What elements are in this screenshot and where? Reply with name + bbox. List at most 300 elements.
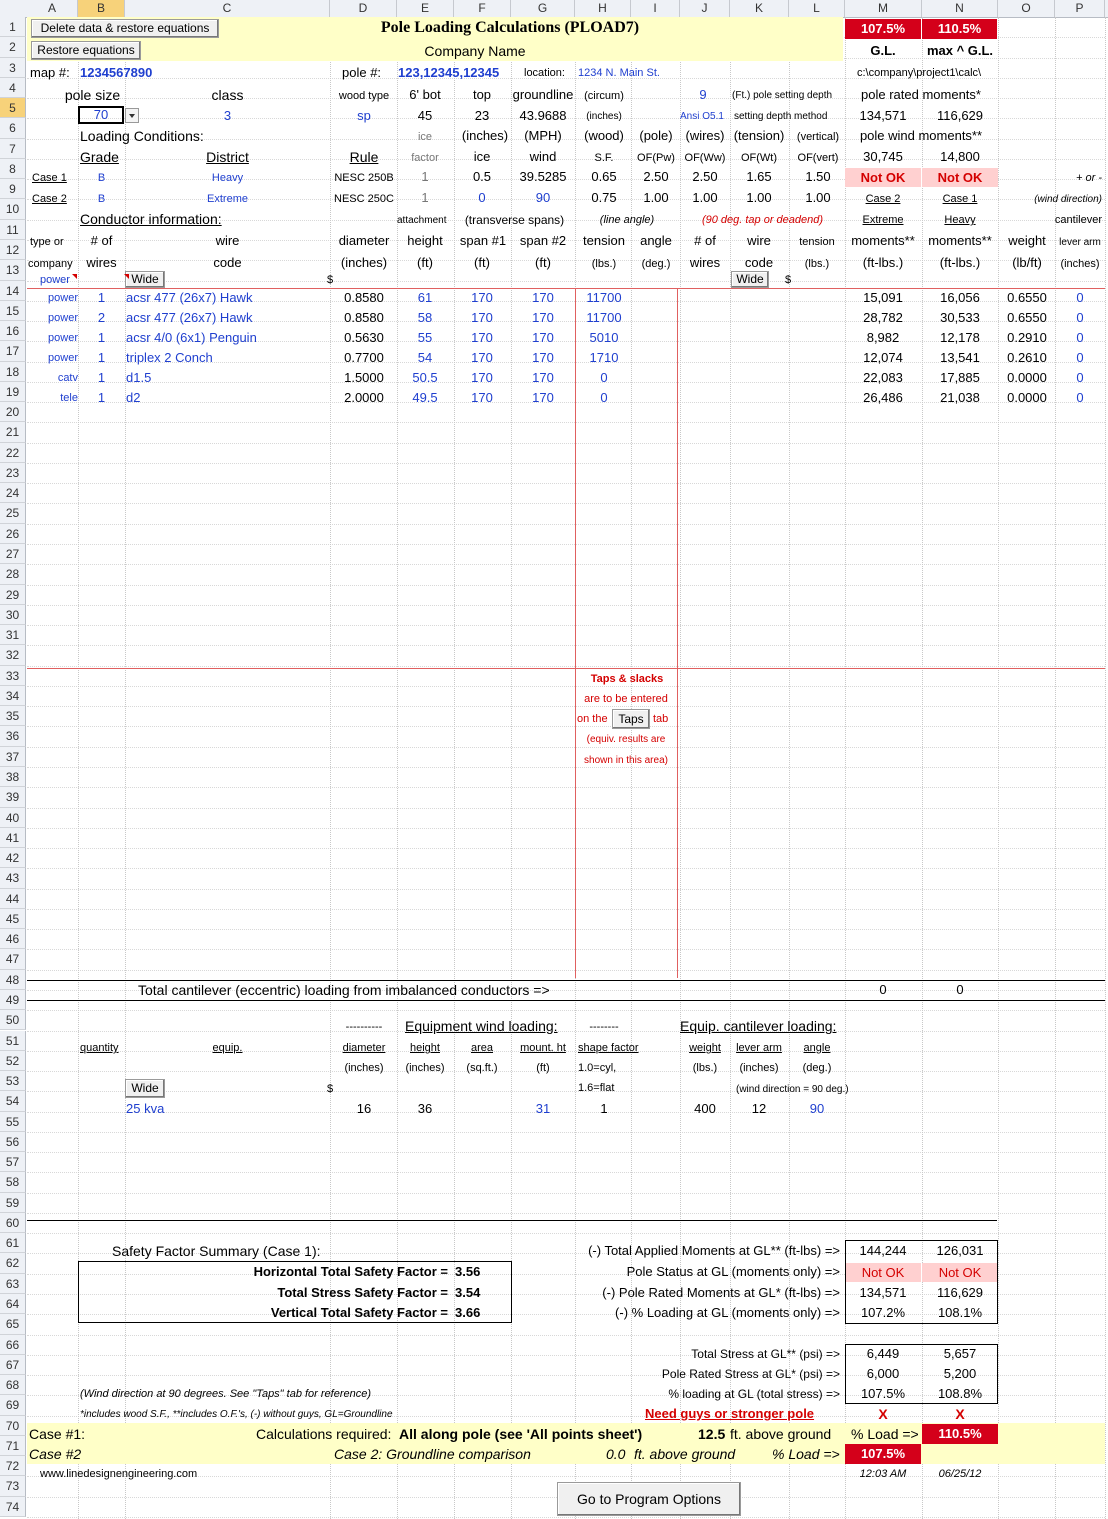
moments-unit-n: (ft-lbs.) [939, 255, 981, 270]
tsf-value: 3.54 [455, 1285, 481, 1300]
results-value-n: 126,031 [936, 1243, 984, 1258]
moments-header-n: moments** [928, 233, 992, 248]
row-header-16[interactable]: 16 [0, 321, 26, 341]
wind-moment-m: 30,745 [863, 149, 903, 164]
row-header-45[interactable]: 45 [0, 909, 26, 929]
weight-unit: (lb/ft) [1012, 255, 1042, 270]
case-1-ofwt: 1.65 [746, 169, 772, 184]
ofww-header: OF(Ww) [684, 152, 726, 164]
row-header-11[interactable]: 11 [0, 220, 26, 240]
row-header-70[interactable]: 70 [0, 1416, 26, 1436]
conductor-lever[interactable]: 0 [1076, 390, 1084, 405]
row-header-26[interactable]: 26 [0, 524, 26, 544]
conductor-s2[interactable]: 170 [532, 330, 554, 345]
conductor-s1[interactable]: 170 [471, 290, 493, 305]
tap-wide-button[interactable]: Wide [731, 271, 769, 288]
grid-row-line [27, 422, 1105, 423]
column-header-c[interactable]: C [125, 0, 330, 17]
row-header-68[interactable]: 68 [0, 1375, 26, 1395]
red-separator-bottom [27, 668, 1105, 669]
case-2-grade[interactable]: B [97, 193, 106, 205]
quantity-header: quantity [80, 1042, 119, 1054]
angle-unit: (deg.) [641, 258, 671, 270]
case-2-ofww: 1.00 [692, 190, 718, 205]
class-value[interactable]: 3 [223, 108, 232, 123]
row-header-27[interactable]: 27 [0, 544, 26, 564]
row-header-49[interactable]: 49 [0, 990, 26, 1010]
conductor-wt: 0.2910 [1007, 330, 1047, 345]
row-header-43[interactable]: 43 [0, 868, 26, 888]
go-to-program-options-button[interactable]: Go to Program Options [557, 1482, 741, 1516]
delete-restore-button[interactable]: Delete data & restore equations [31, 19, 219, 38]
location-value[interactable]: 1234 N. Main St. [578, 67, 660, 79]
conductor-dia: 2.0000 [344, 390, 384, 405]
wind-direction-note: (Wind direction at 90 degrees. See "Taps" tab for reference) [80, 1388, 372, 1400]
conductor-code[interactable]: acsr 477 (26x7) Hawk [126, 290, 253, 305]
conductor-ten[interactable]: 1710 [589, 350, 619, 365]
conductor-wt: 0.0000 [1007, 390, 1047, 405]
row-header-55[interactable]: 55 [0, 1112, 26, 1132]
red-separator-top [27, 288, 1105, 289]
row-13-type[interactable]: power [40, 274, 70, 286]
row-header-62[interactable]: 62 [0, 1253, 26, 1273]
row-header-34[interactable]: 34 [0, 686, 26, 706]
conductor-type[interactable]: power [48, 312, 78, 324]
row-header-12[interactable]: 12 [0, 240, 26, 260]
conductor-s2[interactable]: 170 [532, 310, 554, 325]
conductor-code[interactable]: acsr 4/0 (6x1) Penguin [126, 330, 257, 345]
case-2-ofvert: 1.00 [805, 190, 831, 205]
tap-tension-header: tension [799, 236, 835, 248]
restore-equations-button[interactable]: Restore equations [31, 41, 141, 60]
column-header-n[interactable]: N [922, 0, 998, 17]
row-header-15[interactable]: 15 [0, 301, 26, 321]
bot-value: 45 [417, 108, 433, 123]
column-header-a[interactable]: A [27, 0, 78, 17]
conductor-n[interactable]: 1 [97, 350, 106, 365]
conductor-s1[interactable]: 170 [471, 370, 493, 385]
row-header-7[interactable]: 7 [0, 139, 26, 159]
top-header: top [472, 87, 492, 102]
sf-header: S.F. [594, 152, 614, 164]
row-header-18[interactable]: 18 [0, 362, 26, 382]
grid-row-line [27, 544, 1105, 545]
equip-name[interactable]: 25 kva [126, 1101, 165, 1116]
row-header-2[interactable]: 2 [0, 37, 26, 57]
row-header-37[interactable]: 37 [0, 747, 26, 767]
red-vline-1 [575, 288, 576, 978]
case-1-status-n: Not OK [922, 168, 998, 187]
gl-label: G.L. [870, 43, 896, 58]
row-header-35[interactable]: 35 [0, 706, 26, 726]
row-header-22[interactable]: 22 [0, 443, 26, 463]
span-2-unit: (ft) [535, 255, 551, 270]
moments-header-m: moments** [851, 233, 915, 248]
row-header-66[interactable]: 66 [0, 1335, 26, 1355]
span-1-unit: (ft) [474, 255, 490, 270]
loading-conditions-label: Loading Conditions: [80, 128, 204, 144]
row-header-5[interactable]: 5 [0, 98, 26, 118]
row-header-1[interactable]: 1 [0, 17, 26, 37]
span-2-header: span #2 [519, 233, 567, 248]
row-header-46[interactable]: 46 [0, 929, 26, 949]
row-header-10[interactable]: 10 [0, 199, 26, 219]
grid-row-line [27, 828, 1105, 829]
conductor-n[interactable]: 1 [97, 330, 106, 345]
height-unit: (ft) [417, 255, 433, 270]
row-header-59[interactable]: 59 [0, 1193, 26, 1213]
conductor-s1[interactable]: 170 [471, 310, 493, 325]
row-header-60[interactable]: 60 [0, 1213, 26, 1233]
setting-depth-value[interactable]: 9 [699, 87, 707, 102]
map-value[interactable]: 1234567890 [80, 65, 153, 80]
row-header-47[interactable]: 47 [0, 949, 26, 969]
case-1-label[interactable]: Case 1 [32, 172, 67, 184]
column-header-h[interactable]: H [575, 0, 631, 17]
column-header-p[interactable]: P [1055, 0, 1105, 17]
district-header: District [206, 149, 249, 165]
row-header-41[interactable]: 41 [0, 828, 26, 848]
grid-row-line [27, 909, 1105, 910]
conductor-code[interactable]: acsr 477 (26x7) Hawk [126, 310, 253, 325]
row-header-51[interactable]: 51 [0, 1031, 26, 1051]
column-header-m[interactable]: M [845, 0, 922, 17]
time-stamp: 12:03 AM [859, 1468, 907, 1480]
conductor-ht[interactable]: 54 [417, 350, 433, 365]
equip-lever-header: lever arm [736, 1042, 782, 1054]
pole-size-cell[interactable] [78, 106, 124, 124]
row-header-38[interactable]: 38 [0, 767, 26, 787]
tap-tension-unit: (lbs.) [804, 258, 830, 270]
ansi-value[interactable]: Ansi O5.1 [680, 111, 724, 122]
case-1-sf: 0.65 [591, 169, 617, 184]
conductor-ht[interactable]: 49.5 [412, 390, 438, 405]
case-1-link[interactable]: Case 1 [942, 193, 978, 205]
row-header-58[interactable]: 58 [0, 1172, 26, 1192]
row-header-64[interactable]: 64 [0, 1294, 26, 1314]
conductor-ten[interactable]: 11700 [586, 290, 622, 305]
results-label: (-) Pole Rated Moments at GL* (ft-lbs) => [602, 1285, 840, 1300]
equip-angle-unit: (deg.) [802, 1062, 832, 1074]
results-value-n: 116,629 [936, 1285, 984, 1300]
taps-note-line-1: Taps & slacks [590, 673, 664, 685]
equip-diameter: 16 [356, 1101, 372, 1116]
row-header-30[interactable]: 30 [0, 605, 26, 625]
htsf-label: Horizontal Total Safety Factor = [253, 1264, 448, 1279]
conductor-n[interactable]: 2 [97, 310, 106, 325]
case-2-ofpw: 1.00 [643, 190, 669, 205]
taps-note-line-2: are to be entered [584, 693, 668, 705]
equip-lever-unit: (inches) [739, 1062, 779, 1074]
conductor-type[interactable]: power [48, 332, 78, 344]
row-header-31[interactable]: 31 [0, 625, 26, 645]
column-header-b[interactable]: B [78, 0, 125, 17]
column-header-l[interactable]: L [789, 0, 845, 17]
equip-angle[interactable]: 90 [809, 1101, 825, 1116]
row-header-40[interactable]: 40 [0, 808, 26, 828]
conductor-lever[interactable]: 0 [1076, 330, 1084, 345]
conductor-type[interactable]: catv [57, 372, 78, 384]
transverse-spans-label: (transverse spans) [464, 213, 565, 227]
grid-row-line [27, 1172, 1105, 1173]
case-2-height: 0.0 [606, 1446, 626, 1462]
results-label: (-) % Loading at GL (moments only) => [615, 1305, 840, 1320]
type-or-header: type or [30, 236, 64, 248]
conductor-n[interactable]: 1 [97, 370, 106, 385]
plus-minus-label: + or - [1076, 172, 1102, 184]
column-header-d[interactable]: D [330, 0, 397, 17]
footnote: *includes wood S.F., **includes O.F.'s, (-) without guys, GL=Groundline [80, 1409, 393, 1420]
stress-value-n: 108.8% [937, 1386, 983, 1401]
location-label: location: [524, 67, 565, 79]
case-2-link[interactable]: Case 2 [865, 193, 901, 205]
row-header-57[interactable]: 57 [0, 1152, 26, 1172]
conductor-lever[interactable]: 0 [1076, 290, 1084, 305]
column-header-g[interactable]: G [511, 0, 575, 17]
row-header-63[interactable]: 63 [0, 1274, 26, 1294]
wind-header: wind [529, 149, 557, 164]
conductor-type[interactable]: power [48, 352, 78, 364]
conductor-n[interactable]: 1 [97, 290, 106, 305]
column-header-j[interactable]: J [680, 0, 730, 17]
shape-factor-header: shape factor [578, 1042, 639, 1054]
row-header-33[interactable]: 33 [0, 666, 26, 686]
conductor-n[interactable]: 1 [97, 390, 106, 405]
row-header-24[interactable]: 24 [0, 483, 26, 503]
grade-header: Grade [80, 149, 119, 165]
row-header-39[interactable]: 39 [0, 787, 26, 807]
conductor-m: 8,982 [866, 330, 900, 345]
grid-row-line [27, 483, 1105, 484]
row-header-42[interactable]: 42 [0, 848, 26, 868]
conductor-ht[interactable]: 61 [417, 290, 433, 305]
row-header-20[interactable]: 20 [0, 402, 26, 422]
case-1-grade[interactable]: B [97, 172, 106, 184]
row-header-13[interactable]: 13 [0, 260, 26, 280]
grid-row-line [27, 281, 1105, 282]
column-header-i[interactable]: I [631, 0, 680, 17]
row-header-25[interactable]: 25 [0, 503, 26, 523]
row-header-48[interactable]: 48 [0, 970, 26, 990]
conductor-code[interactable]: triplex 2 Conch [126, 350, 213, 365]
conductor-wt: 0.0000 [1007, 370, 1047, 385]
case-2-comparison: Case 2: Groundline comparison [334, 1446, 531, 1462]
case-1-district[interactable]: Heavy [211, 172, 244, 184]
conductor-mn: 16,056 [940, 290, 980, 305]
conductor-lever[interactable]: 0 [1076, 350, 1084, 365]
conductor-lever[interactable]: 0 [1076, 310, 1084, 325]
equip-cantilever-header: Equip. cantilever loading: [680, 1018, 837, 1034]
status-x-m: X [878, 1406, 888, 1422]
grid-row-line [27, 605, 1105, 606]
red-vline-2 [677, 288, 678, 978]
summary-border-top [27, 1220, 997, 1221]
row-header-4[interactable]: 4 [0, 78, 26, 98]
row-header-17[interactable]: 17 [0, 341, 26, 361]
row-header-65[interactable]: 65 [0, 1314, 26, 1334]
row-header-8[interactable]: 8 [0, 159, 26, 179]
conductor-s1[interactable]: 170 [471, 350, 493, 365]
conductor-ten[interactable]: 0 [600, 370, 608, 385]
rated-moment-m: 134,571 [859, 108, 907, 123]
pole-label: pole #: [342, 65, 382, 80]
case-2-footer: Case #2 [29, 1446, 82, 1462]
company-header: company [28, 258, 73, 270]
dash-2: -------- [589, 1021, 619, 1033]
conductor-dia: 0.8580 [344, 310, 384, 325]
conductor-s2[interactable]: 170 [532, 350, 554, 365]
row-48-border-bottom [27, 1000, 1105, 1001]
row-header-19[interactable]: 19 [0, 382, 26, 402]
row-header-54[interactable]: 54 [0, 1091, 26, 1111]
num-of-header: # of [90, 233, 113, 248]
row-header-29[interactable]: 29 [0, 585, 26, 605]
conductor-s1[interactable]: 170 [471, 330, 493, 345]
conductor-ten[interactable]: 11700 [586, 310, 622, 325]
conductor-s2[interactable]: 170 [532, 390, 554, 405]
wind-moment-n: 14,800 [940, 149, 980, 164]
column-header-e[interactable]: E [397, 0, 454, 17]
taps-note-line-4: (equiv. results are [586, 734, 666, 745]
conductor-ht[interactable]: 58 [417, 310, 433, 325]
ice-label: ice [417, 131, 433, 143]
case-2-rule: NESC 250C [334, 193, 394, 205]
equip-mount-height[interactable]: 31 [535, 1101, 551, 1116]
conductor-s2[interactable]: 170 [532, 290, 554, 305]
equip-diameter-header: diameter [342, 1042, 386, 1054]
grid-row-line [27, 949, 1105, 950]
attachment-label: attachment [397, 215, 447, 226]
row-header-61[interactable]: 61 [0, 1233, 26, 1253]
row-header-28[interactable]: 28 [0, 564, 26, 584]
conductor-mn: 13,541 [940, 350, 980, 365]
row-header-73[interactable]: 73 [0, 1476, 26, 1496]
bot-header: 6' bot [409, 87, 441, 102]
wood-type-value[interactable]: sp [357, 108, 371, 123]
ice-header: ice [473, 149, 491, 164]
conductor-s1[interactable]: 170 [471, 390, 493, 405]
date-stamp: 06/25/12 [938, 1468, 982, 1480]
calc-required-value: All along pole (see 'All points sheet') [399, 1426, 643, 1442]
results-frame [845, 1240, 998, 1324]
conductor-ht[interactable]: 55 [417, 330, 433, 345]
conductor-lever[interactable]: 0 [1076, 370, 1084, 385]
conductor-code[interactable]: d1.5 [126, 370, 152, 385]
tap-wires-header: wires [689, 255, 721, 270]
conductor-s2[interactable]: 170 [532, 370, 554, 385]
span-1-header: span #1 [459, 233, 507, 248]
stress-value-m: 6,449 [866, 1346, 900, 1361]
row-header-67[interactable]: 67 [0, 1355, 26, 1375]
conductor-ht[interactable]: 50.5 [412, 370, 438, 385]
grid-row-line [27, 1132, 1105, 1133]
results-value-n: 108.1% [937, 1305, 983, 1320]
column-header-k[interactable]: K [730, 0, 789, 17]
column-header-o[interactable]: O [998, 0, 1055, 17]
comment-marker [124, 274, 129, 279]
conductor-dia: 0.8580 [344, 290, 384, 305]
equip-lever: 12 [751, 1101, 767, 1116]
factor-header: factor [411, 152, 439, 164]
taps-tab-button[interactable]: Taps [612, 709, 650, 729]
row-header-56[interactable]: 56 [0, 1132, 26, 1152]
equip-wide-button[interactable]: Wide [125, 1079, 165, 1098]
row-header-74[interactable]: 74 [0, 1497, 26, 1517]
grid-row-line [27, 1335, 1105, 1336]
row-header-50[interactable]: 50 [0, 1010, 26, 1030]
row-header-9[interactable]: 9 [0, 179, 26, 199]
case-2-label[interactable]: Case 2 [32, 193, 67, 205]
wood-label: (wood) [584, 128, 624, 143]
column-header-f[interactable]: F [454, 0, 511, 17]
conductor-ten[interactable]: 5010 [589, 330, 619, 345]
grid-row-line [27, 686, 1105, 687]
ofwt-header: OF(Wt) [740, 152, 778, 164]
conductor-ten[interactable]: 0 [600, 390, 608, 405]
pole-size-header: pole size [64, 87, 121, 103]
case-2-district[interactable]: Extreme [207, 193, 248, 205]
wires-label: (wires) [685, 128, 725, 143]
conductor-type[interactable]: power [48, 292, 78, 304]
row-header-69[interactable]: 69 [0, 1395, 26, 1415]
case-2-wind[interactable]: 90 [535, 190, 551, 205]
equip-diameter-unit: (inches) [344, 1062, 384, 1074]
tap-num-header: # of [694, 233, 716, 248]
row-header-21[interactable]: 21 [0, 422, 26, 442]
grid-row-line [27, 503, 1105, 504]
diameter-unit: (inches) [340, 255, 388, 270]
equip-header: equip. [212, 1042, 243, 1054]
tsf-label: Total Stress Safety Factor = [277, 1285, 448, 1300]
shape-flat: 1.6=flat [578, 1082, 615, 1094]
case-1-footer: Case #1: [29, 1426, 86, 1442]
row-header-6[interactable]: 6 [0, 118, 26, 138]
grid-row-line [27, 524, 1105, 525]
row-header-71[interactable]: 71 [0, 1436, 26, 1456]
mount-height-header: mount. ht [520, 1042, 566, 1054]
case-2-factor: 1 [421, 190, 429, 205]
results-frame [845, 1344, 998, 1404]
max-gl-label: max ^ G.L. [926, 43, 994, 58]
row-header-3[interactable]: 3 [0, 58, 26, 78]
moments-unit-m: (ft-lbs.) [862, 255, 904, 270]
taps-note-on-the: on the [577, 713, 608, 725]
row-header-32[interactable]: 32 [0, 645, 26, 665]
conductor-type[interactable]: tele [60, 392, 78, 404]
line-angle-label: (line angle) [599, 214, 655, 226]
row-header-36[interactable]: 36 [0, 726, 26, 746]
stress-value-m: 107.5% [860, 1386, 906, 1401]
website-link[interactable]: www.linedesignengineering.com [40, 1468, 198, 1480]
row-header-72[interactable]: 72 [0, 1456, 26, 1476]
wood-type-header: wood type [338, 90, 390, 102]
row-header-23[interactable]: 23 [0, 463, 26, 483]
row-header-53[interactable]: 53 [0, 1071, 26, 1091]
top-value: 23 [474, 108, 490, 123]
row-header-14[interactable]: 14 [0, 281, 26, 301]
calc-required-label: Calculations required: [256, 1426, 392, 1442]
row-header-44[interactable]: 44 [0, 889, 26, 909]
conductor-dia: 0.7700 [344, 350, 384, 365]
status-x-n: X [955, 1406, 965, 1422]
conductor-wide-button[interactable]: Wide [125, 271, 165, 288]
conductor-code[interactable]: d2 [126, 390, 141, 405]
case-2-ice[interactable]: 0 [478, 190, 486, 205]
equip-height: 36 [417, 1101, 433, 1116]
pole-value[interactable]: 123,12345,12345 [398, 65, 500, 80]
row-header-52[interactable]: 52 [0, 1051, 26, 1071]
height-header: height [407, 233, 443, 248]
